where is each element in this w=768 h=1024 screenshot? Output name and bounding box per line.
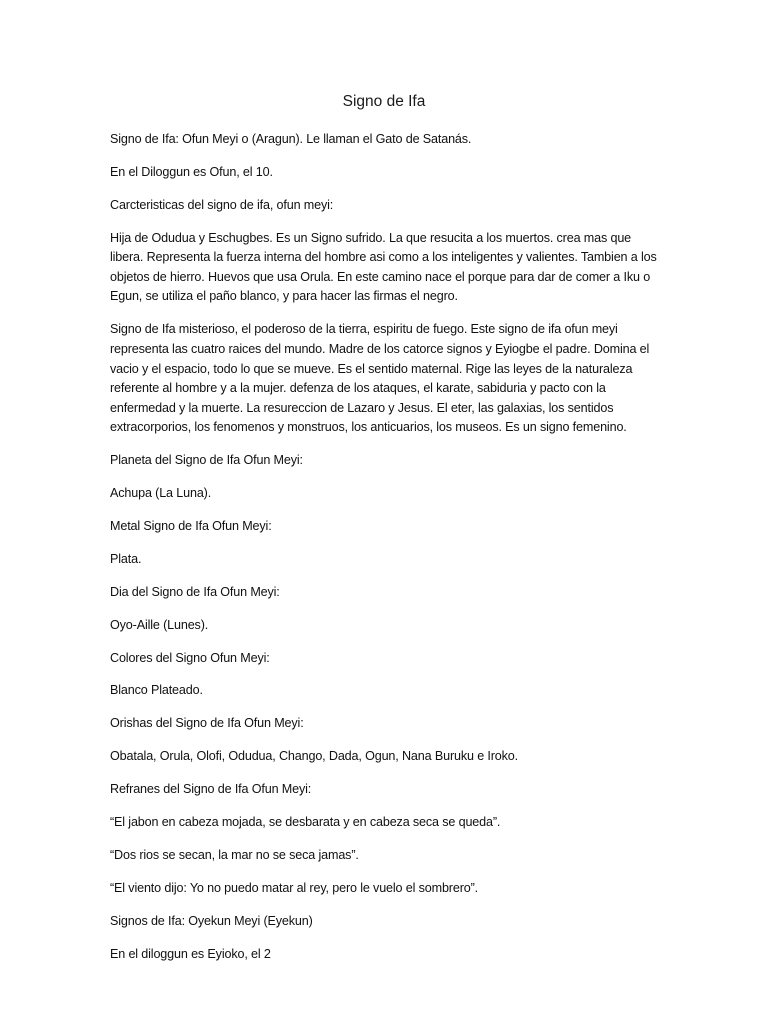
paragraph-orishas-value: Obatala, Orula, Olofi, Odudua, Chango, Dada, Ogun, Nana Buruku e Iroko. (110, 749, 518, 764)
paragraph-next-sign: Signos de Ifa: Oyekun Meyi (Eyekun) (110, 913, 313, 928)
paragraph-mystery: Signo de Ifa misterioso, el poderoso de la tierra, espiritu de fuego. Este signo de ifa ofun meyi representa las cuatro raices del mundo. Madre de los catorce signos y Eyiogbe el padre. Domina el vacio y el espacio, todo lo que se mueve. Es el sentido maternal. Rige las leyes de la naturaleza referente al hombre y a la mujer. defenza de los ataques, el karate, sabiduria y pacto con la enfermedad y la muerte. La resureccion de Lazaro y Jesus. El eter, las galaxias, los sentidos extracorporios, los fenomenos y monstruos, los anticuarios, los museos. Es un signo femenino. (110, 322, 650, 435)
paragraph-orishas-heading: Orishas del Signo de Ifa Ofun Meyi: (110, 716, 304, 731)
paragraph-saying-1: “El jabon en cabeza mojada, se desbarata y en cabeza seca se queda”. (110, 815, 501, 829)
paragraph-saying-2: “Dos rios se secan, la mar no se seca jamas”. (110, 847, 359, 862)
paragraph-sayings-heading: Refranes del Signo de Ifa Ofun Meyi: (110, 782, 312, 797)
paragraph-description: Hija de Odudua y Eschugbes. Es un Signo sufrido. La que resucita a los muertos. crea mas que libera. Representa la fuerza interna del hombre asi como a los inteligentes y valientes. Tambien a los objetos de hierro. Huevos que usa Orula. En este camino nace el porque para dar de comer a Iku o Egun, se utiliza el paño blanco, y para hacer las firmas el negro. (110, 230, 657, 304)
paragraph-planet-heading: Planeta del Signo de Ifa Ofun Meyi: (110, 453, 303, 468)
document-title: Signo de Ifa (342, 93, 426, 110)
document-body (110, 130, 658, 977)
paragraph-diloggun: En el Diloggun es Ofun, el 10. (110, 164, 273, 179)
paragraph-saying-3: “El viento dijo: Yo no puedo matar al rey, pero le vuelo el sombrero”. (110, 880, 478, 895)
paragraph-next-diloggun: En el diloggun es Eyioko, el 2 (110, 946, 271, 961)
paragraph-day-value: Oyo-Aille (Lunes). (110, 617, 209, 632)
paragraph-characteristics-heading: Carcteristicas del signo de ifa, ofun meyi: (110, 197, 334, 212)
paragraph-colors-value: Blanco Plateado. (110, 683, 203, 698)
paragraph-colors-heading: Colores del Signo Ofun Meyi: (110, 650, 270, 665)
paragraph-metal-heading: Metal Signo de Ifa Ofun Meyi: (110, 518, 272, 533)
paragraph-day-heading: Dia del Signo de Ifa Ofun Meyi: (110, 584, 280, 599)
paragraph-metal-value: Plata. (110, 551, 142, 566)
paragraph-planet-value: Achupa (La Luna). (110, 486, 212, 501)
paragraph-intro: Signo de Ifa: Ofun Meyi o (Aragun). Le llaman el Gato de Satanás. (110, 132, 472, 146)
